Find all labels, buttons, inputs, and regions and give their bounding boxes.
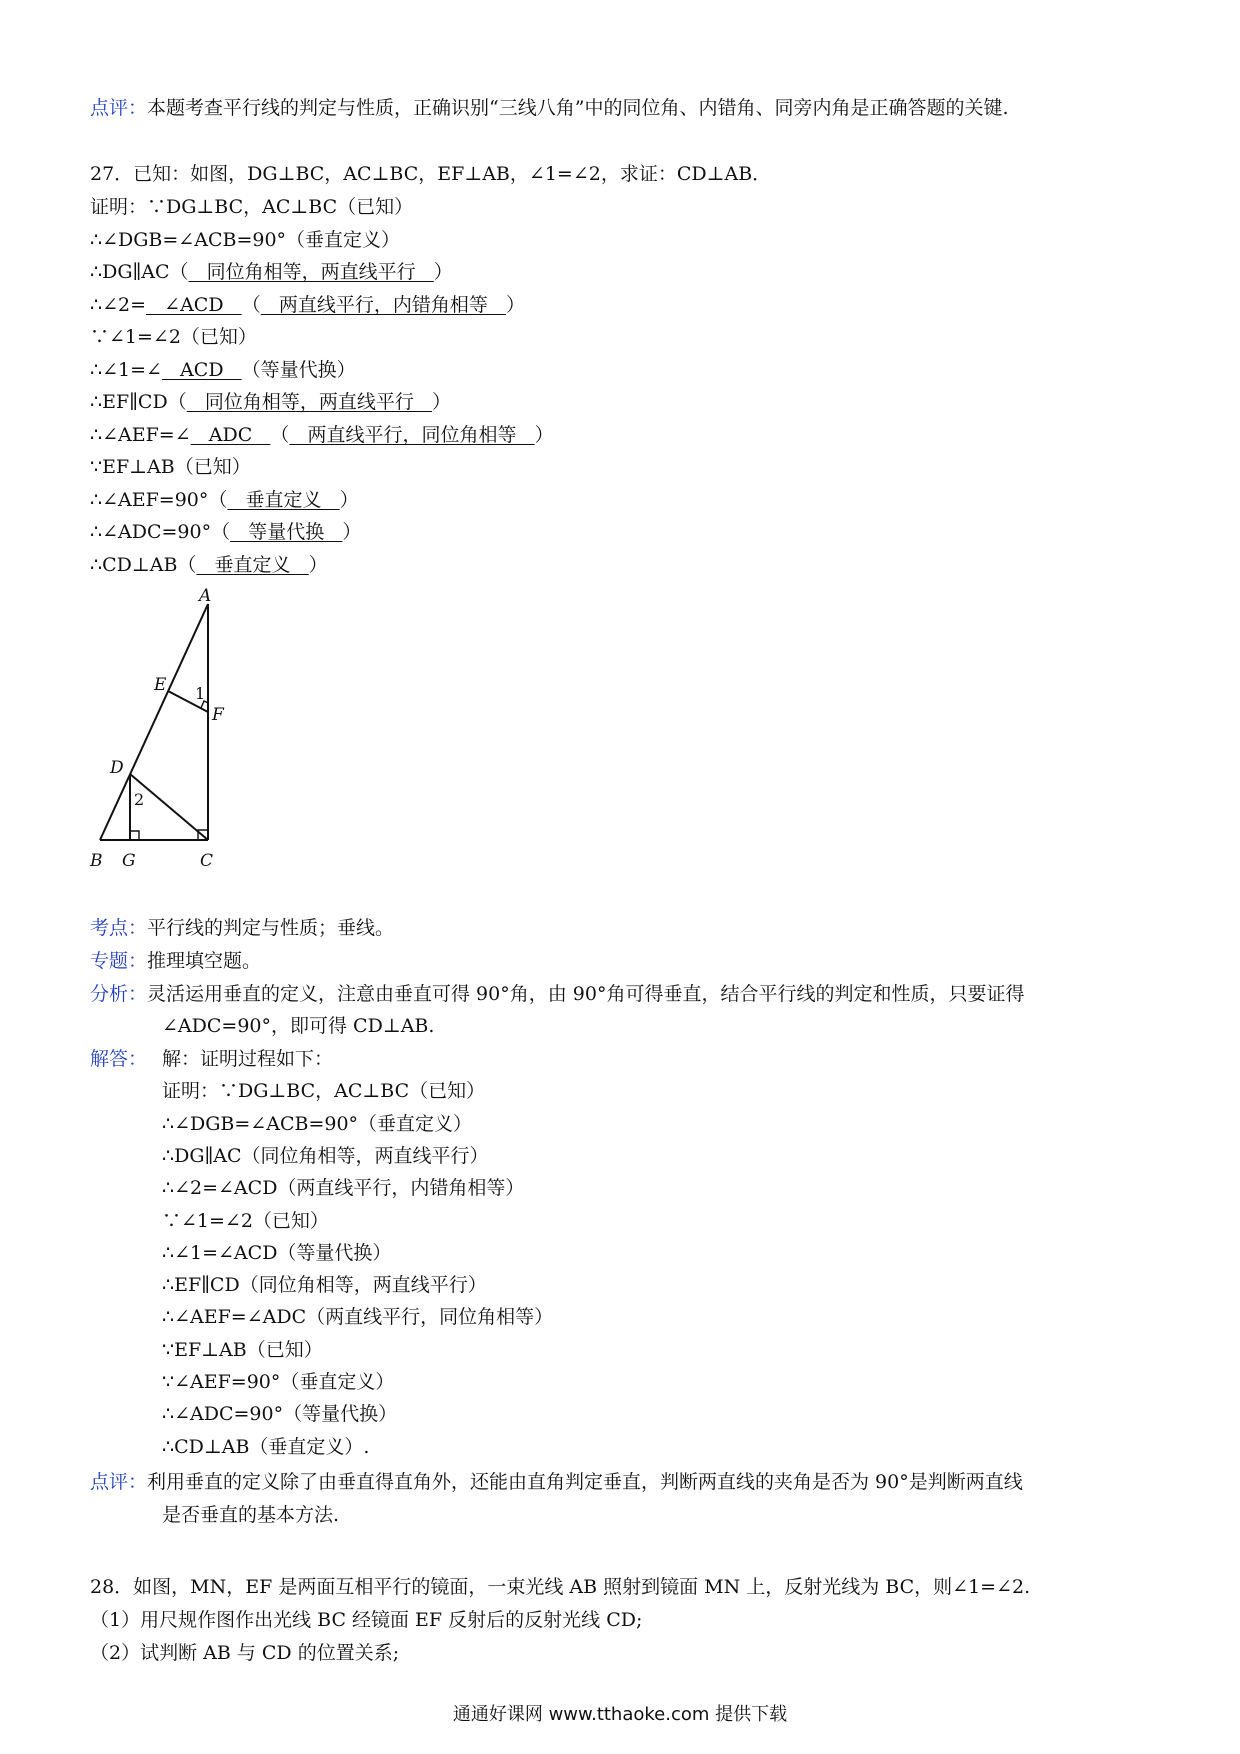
proof-text: 证明：∵DG⊥BC，AC⊥BC（已知） (90, 196, 414, 218)
q28-part1: （1）用尺规作图作出光线 BC 经镜面 EF 反射后的反射光线 CD; (90, 1609, 643, 1631)
jieda-label: 解答： (90, 1048, 148, 1070)
proof-line (90, 228, 400, 252)
proof-blank-answer: ADC (190, 423, 271, 446)
solution-line: ∴∠1=∠ACD（等量代换） (162, 1241, 392, 1264)
proof-text: ∴EF∥CD（ (90, 391, 187, 413)
dianping-text-1: 利用垂直的定义除了由垂直得直角外，还能由直角判定垂直，判断两直线的夹角是否为 90°是判断两直线 (147, 1471, 1023, 1493)
proof-line (90, 520, 361, 544)
kaodian-row (90, 916, 394, 940)
solution-line: 证明：∵DG⊥BC，AC⊥BC（已知） (162, 1080, 486, 1103)
proof-blank-answer: ∠ACD (146, 293, 242, 316)
solution-line: 解：证明过程如下： (162, 1048, 334, 1070)
proof-text: ∴∠AEF=90°（ (90, 488, 228, 511)
solution-line: ∴EF∥CD（同位角相等，两直线平行） (162, 1274, 487, 1297)
proof-blank-answer: 两直线平行，同位角相等 (289, 423, 535, 446)
proof-line (90, 195, 413, 219)
proof-text: ） (534, 423, 554, 446)
solution-line: ∴CD⊥AB（垂直定义）. (162, 1435, 370, 1458)
proof-text: ） (339, 488, 359, 511)
proof-text: ） (342, 521, 362, 543)
fenxi-text-2: ∠ADC=90°，即可得 CD⊥AB. (162, 1015, 435, 1037)
proof-blank-answer: 两直线平行，内错角相等 (260, 293, 506, 316)
label-C: C (200, 851, 214, 871)
right-angle-G (130, 831, 139, 840)
label-F: F (212, 705, 224, 725)
solution-line: ∴∠DGB=∠ACB=90°（垂直定义） (162, 1112, 473, 1135)
proof-line (90, 455, 251, 479)
angle-2-label: 2 (134, 790, 145, 809)
proof-line (90, 293, 525, 317)
proof-line (90, 325, 257, 349)
dianping-row (90, 1470, 1023, 1494)
fenxi-text-1: 灵活运用垂直的定义，注意由垂直可得 90°角，由 90°角可得垂直，结合平行线的判定和性质，只要证得 (147, 983, 1025, 1005)
solution-line: ∵∠1=∠2（已知） (162, 1209, 329, 1232)
label-B: B (90, 851, 103, 871)
prev-comment (90, 96, 1009, 120)
proof-text: ∴∠2= (90, 293, 147, 316)
proof-text: ∴∠AEF=∠ (90, 423, 191, 446)
proof-line (90, 358, 356, 382)
fenxi-row (90, 982, 1024, 1006)
proof-blank-answer: ACD (161, 358, 242, 381)
proof-text: ∴∠1=∠ (90, 358, 162, 381)
proof-blank-answer: 同位角相等，两直线平行 (186, 391, 432, 413)
zhuanti-label: 专题： (90, 950, 148, 972)
proof-text: （ (270, 423, 290, 446)
proof-line (90, 488, 359, 512)
proof-blank-answer: 垂直定义 (227, 488, 340, 511)
solution-line: ∴∠AEF=∠ADC（两直线平行，同位角相等） (162, 1306, 554, 1329)
solution-line: ∴∠2=∠ACD（两直线平行，内错角相等） (162, 1177, 525, 1200)
q28-stem: 28．如图，MN，EF 是两面互相平行的镜面，一束光线 AB 照射到镜面 MN 上，反射光线为 BC，则∠1=∠2. (90, 1576, 1031, 1598)
proof-blank-answer: 垂直定义 (196, 553, 309, 576)
dianping-text-2: 是否垂直的基本方法. (162, 1504, 340, 1526)
proof-text: ∵∠1=∠2（已知） (90, 326, 257, 348)
dianping-label: 点评： (90, 1471, 148, 1493)
proof-line (90, 260, 453, 284)
zhuanti-row (90, 949, 261, 973)
kaodian-text: 平行线的判定与性质；垂线。 (147, 917, 395, 939)
proof-text: ） (431, 391, 451, 413)
segment-AB (100, 604, 208, 840)
proof-blank-answer: 同位角相等，两直线平行 (188, 261, 434, 283)
angle-1-label: 1 (195, 684, 206, 703)
solution-line: ∵∠AEF=90°（垂直定义） (162, 1371, 395, 1393)
kaodian-label: 考点： (90, 917, 148, 939)
proof-text: ∴DG∥AC（ (90, 261, 189, 283)
comment-text: 本题考查平行线的判定与性质，正确识别“三线八角”中的同位角、内错角、同旁内角是正确答题的关键. (147, 97, 1009, 119)
proof-text: ∵EF⊥AB（已知） (90, 456, 251, 478)
proof-text: （等量代换） (241, 358, 356, 381)
proof-text: ） (433, 261, 453, 283)
proof-text: ） (308, 553, 328, 576)
proof-text: ∴∠DGB=∠ACB=90°（垂直定义） (90, 228, 401, 251)
proof-text: ∴∠ADC=90°（ (90, 521, 231, 543)
geometry-figure (86, 588, 256, 874)
proof-text: ） (505, 293, 525, 316)
proof-text: （ (241, 293, 261, 316)
solution-line: ∴∠ADC=90°（等量代换） (162, 1403, 398, 1426)
solution-line: ∵EF⊥AB（已知） (162, 1338, 323, 1361)
footer: 通通好课网 www.tthaoke.com 提供下载 (452, 1704, 788, 1725)
solution-line: ∴DG∥AC（同位角相等，两直线平行） (162, 1144, 489, 1167)
label-G: G (122, 851, 136, 871)
label-D: D (110, 758, 124, 778)
q27-stem: 27．已知：如图，DG⊥BC，AC⊥BC，EF⊥AB，∠1=∠2，求证：CD⊥AB． (90, 163, 772, 185)
comment-label: 点评： (90, 97, 148, 119)
zhuanti-text: 推理填空题。 (147, 950, 262, 972)
fenxi-label: 分析： (90, 983, 148, 1005)
proof-line (90, 553, 328, 577)
proof-blank-answer: 等量代换 (230, 521, 343, 543)
q28-part2: （2）试判断 AB 与 CD 的位置关系; (90, 1642, 400, 1664)
label-E: E (154, 675, 167, 695)
proof-line (90, 423, 554, 447)
proof-line (90, 390, 451, 414)
label-A: A (199, 588, 212, 606)
proof-text: ∴CD⊥AB（ (90, 553, 197, 576)
